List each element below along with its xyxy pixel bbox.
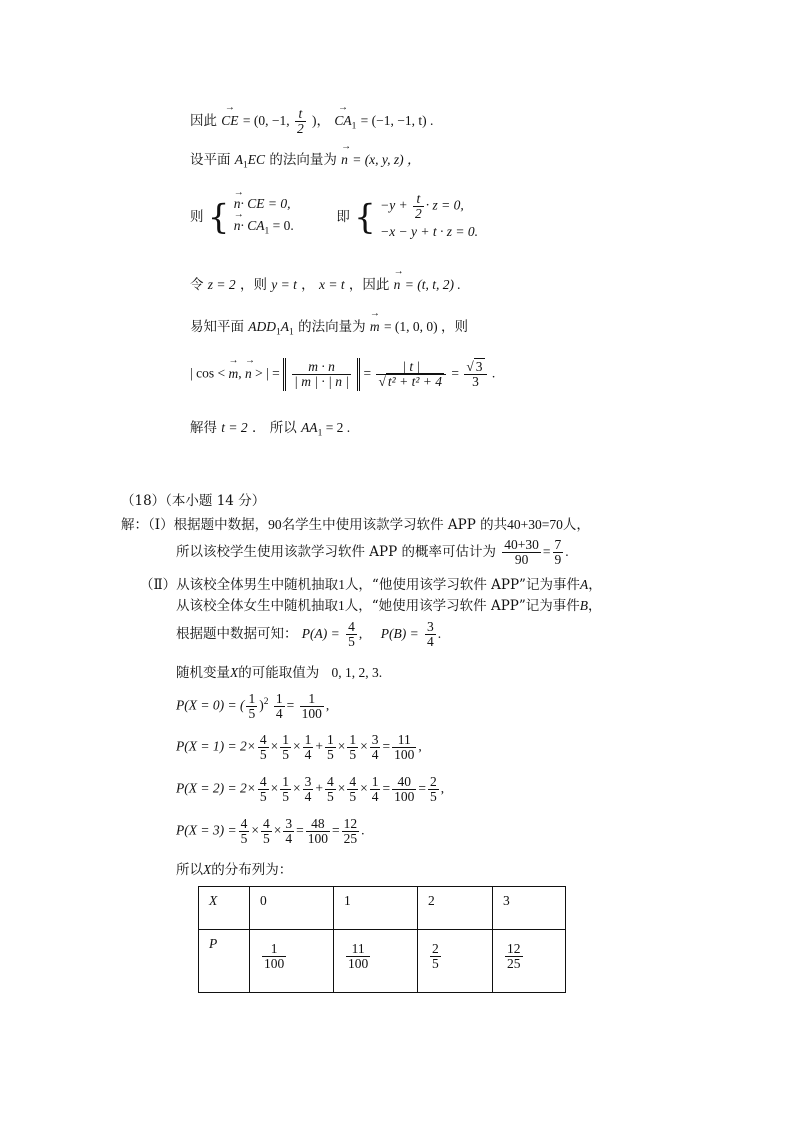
line-part2-event-b: 从该校全体女生中随机抽取1人，“她使用该学习软件 APP”记为事件B， (176, 598, 602, 614)
line-p0: P(X = 0) = ( $\frac{1}{5}$ )$^2$ $\frac{1}{4}$ = $\frac{1}{100}$ , (176, 691, 330, 721)
table-header-1: 1 (334, 887, 418, 930)
left-brace: { (207, 197, 230, 238)
table-cell-p2: $\frac{2}{5}$ (418, 930, 493, 993)
question-18-header: （18）（本小题 14 分） (121, 493, 266, 509)
line-distribution-intro: 所以X的分布列为： (176, 862, 293, 878)
system-left: → n· CE = 0, → $n\cdot CA_1 = 0$. (234, 193, 294, 243)
line-p2: P(X = 2) = 2× $\frac{4}{5}$ × $\frac{1}{5}$ × $\frac{3}{4}$ + $\frac{4}{5}$ × $\frac{4}{5}$ × $\frac{1}{4}$ = $\frac{40}{100}$ = $\frac{2}{5}$ , (176, 774, 445, 804)
line-probability: 所以该校学生使用该款学习软件 APP 的概率可估计为 $\frac{40+30}{90}$ = $\frac{7}{9}$ . (176, 537, 569, 567)
cos-equation: | cos < → m, → n > | = $\frac{m \cdot n}{| m | \cdot | n |}$ = $\frac{| t |}{\text{√ t² + t² + 4}}$ = $\frac{√ 3}{3}$ . (190, 358, 495, 391)
vector-ce: → CE (221, 113, 238, 129)
line-random-variable: 随机变量X的可能取值为 0, 1, 2, 3. (176, 665, 383, 681)
equation-system: 则 { → n· CE = 0, → $n\cdot CA_1 = 0$. 即 { −y + $\frac{t}{2}$ · z = 0, −x − y + t · z = 0. (190, 192, 478, 243)
line-part2-event-a: （Ⅱ）从该校全体男生中随机抽取1人，“他使用该学习软件 APP”记为事件A， (140, 577, 602, 593)
line-solve-t: 解得 t = 2 ． 所以 $AA_1 = 2$ . (190, 420, 351, 439)
line-plane-normal: 易知平面 $ADD_1A_1$ 的法向量为 → m = (1, 0, 0) ，则 (190, 319, 468, 339)
table-row (199, 887, 566, 930)
distribution-table (198, 886, 566, 993)
table-header-2: 2 (418, 887, 493, 930)
left-brace-2: { (354, 197, 376, 238)
line-let-z: 令 z = 2 ，则 y = t ， x = t ，因此 → n = (t, t, 2) . (190, 277, 461, 293)
line-normal-vector: 设平面 $A_1EC$ 的法向量为 → n = (x, y, z) ， (190, 152, 421, 172)
fraction-7-9: $\frac{7}{9}$ (554, 537, 562, 567)
fraction-t-over-2: $\frac{t}{2}$ (296, 106, 304, 136)
fraction-70-90: $\frac{40+30}{90}$ (504, 537, 539, 567)
table-header-3: 3 (493, 887, 566, 930)
table-header-0: 0 (250, 887, 334, 930)
abs-bracket: $\frac{m \cdot n}{| m | \cdot | n |}$ (283, 358, 360, 391)
table-header-x: X (199, 887, 250, 930)
table-row (199, 930, 566, 993)
table-cell-p3: $\frac{12}{25}$ (493, 930, 566, 993)
vector-ca1: → CA (334, 113, 351, 129)
line-ce-ca: 因此 → CE = (0, −1, $\frac{t}{2}$ )， → $CA_1 = (-1$, −1, t) . (190, 107, 433, 136)
fraction-sqrt3: $\frac{√ 3}{3}$ (464, 360, 486, 389)
table-cell-p0: $\frac{1}{100}$ (250, 930, 334, 993)
table-row-label-p: P (199, 930, 250, 993)
table-cell-p1: $\frac{11}{100}$ (334, 930, 418, 993)
line-p1: P(X = 1) = 2× $\frac{4}{5}$ × $\frac{1}{5}$ × $\frac{1}{4}$ + $\frac{1}{5}$ × $\frac{1}{5}$ × $\frac{3}{4}$ = $\frac{11}{100}$ , (176, 732, 422, 762)
line-pa-pb: 根据题中数据可知： P(A) = $\frac{4}{5}$ , P(B) = $\frac{3}{4}$ . (176, 619, 442, 649)
system-right: −y + $\frac{t}{2}$ · z = 0, −x − y + t · z = 0. (380, 191, 479, 239)
fraction-t: $\frac{| t |}{\text{√ t² + t² + 4}}$ (376, 360, 446, 389)
line-p3: P(X = 3) = $\frac{4}{5}$ × $\frac{4}{5}$ × $\frac{3}{4}$ = $\frac{48}{100}$ = $\frac{12}{25}$ . (176, 816, 365, 846)
vector-n: → n (341, 152, 348, 168)
line-part1: 解：（Ⅰ）根据题中数据，90名学生中使用该款学习软件 APP 的共40+30=70人， (121, 517, 590, 533)
